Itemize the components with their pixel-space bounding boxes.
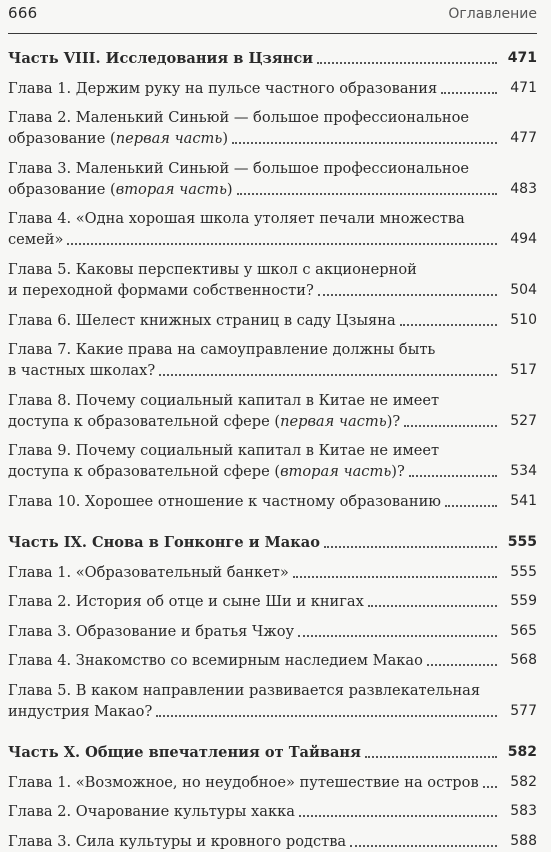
toc-page-number: 494 — [510, 231, 537, 248]
toc-entry-text: Глава 9. Почему социальный капитал в Китае не имеет — [8, 442, 440, 460]
toc-entry-text: Глава 3. Сила культуры и кровного родства — [8, 832, 347, 850]
toc-page-number: 504 — [510, 281, 537, 298]
toc-chapter-entry — [8, 591, 537, 612]
leader-dots — [156, 715, 497, 717]
toc-entry-text: Часть IX. Снова в Гонконге и Макао — [8, 533, 320, 551]
toc-entry-text: Глава 5. Каковы перспективы у школ с акционерной — [8, 260, 417, 278]
running-title: Оглавление — [448, 6, 537, 22]
leader-dots — [445, 505, 497, 507]
table-of-contents — [8, 48, 537, 852]
toc-chapter-entry — [8, 491, 537, 512]
toc-page-number: 577 — [510, 702, 537, 719]
leader-dots — [404, 425, 497, 427]
toc-chapter-entry — [8, 650, 537, 671]
toc-chapter-entry — [8, 801, 537, 822]
leader-dots — [293, 576, 497, 578]
toc-entry-text: )? — [386, 412, 401, 430]
toc-entry-text: доступа к образовательной сфере ( — [8, 412, 281, 430]
leader-dots — [159, 374, 497, 376]
toc-entry-text: Глава 7. Какие права на самоуправление должны быть — [8, 341, 436, 359]
leader-dots — [483, 786, 497, 788]
toc-entry-text: ) — [222, 130, 229, 148]
toc-page-number: 471 — [507, 50, 537, 66]
toc-page-number: 582 — [510, 773, 537, 790]
toc-entry-text: Глава 5. В каком направлении развивается развлекательная — [8, 681, 481, 699]
toc-entry-text: индустрия Макао? — [8, 702, 153, 720]
leader-dots — [318, 294, 497, 296]
toc-entry-emphasis: вторая часть — [280, 463, 392, 481]
toc-page-number: 588 — [510, 832, 537, 849]
leader-dots — [298, 635, 497, 637]
leader-dots — [368, 605, 497, 607]
toc-chapter-entry — [8, 310, 537, 331]
toc-chapter-entry — [8, 158, 537, 200]
toc-entry-text: Глава 2. Маленький Синьюй — большое профессиональное — [8, 109, 470, 127]
toc-chapter-entry — [8, 440, 537, 482]
toc-page-number: 517 — [510, 362, 537, 379]
toc-entry-text: Глава 1. «Образовательный банкет» — [8, 563, 289, 581]
toc-entry-text: Глава 4. Знакомство со всемирным наследием Макао — [8, 652, 423, 670]
toc-entry-text: Глава 10. Хорошее отношение к частному образованию — [8, 492, 442, 510]
toc-entry-text: Глава 4. «Одна хорошая школа утоляет печали множества — [8, 210, 465, 228]
page-number: 666 — [8, 4, 38, 22]
toc-page-number: 559 — [510, 593, 537, 610]
toc-chapter-entry — [8, 772, 537, 793]
leader-dots — [237, 193, 497, 195]
toc-entry-text: )? — [391, 463, 405, 481]
toc-entry-text: в частных школах? — [8, 362, 156, 380]
toc-entry-text: Глава 8. Почему социальный капитал в Китае не имеет — [8, 391, 440, 409]
toc-page-number: 583 — [510, 803, 537, 820]
toc-chapter-entry — [8, 208, 537, 250]
toc-chapter-entry — [8, 831, 537, 852]
toc-entry-text: Глава 2. Очарование культуры хакка — [8, 803, 295, 821]
toc-entry-text: Глава 6. Шелест книжных страниц в саду Цзыяна — [8, 311, 396, 329]
toc-entry-text: Глава 3. Образование и братья Чжоу — [8, 622, 295, 640]
leader-dots — [400, 324, 497, 326]
toc-entry-text: Глава 2. История об отце и сыне Ши и книгах — [8, 593, 364, 611]
toc-entry-emphasis: первая часть — [115, 130, 223, 148]
toc-entry-emphasis: первая часть — [280, 412, 387, 430]
leader-dots — [441, 92, 497, 94]
toc-page-number: 534 — [510, 463, 537, 480]
toc-entry-text: доступа к образовательной сфере ( — [8, 463, 281, 481]
toc-chapter-entry — [8, 562, 537, 583]
toc-page-number: 541 — [510, 492, 537, 509]
toc-entry-text: образование ( — [8, 180, 116, 198]
toc-entry-text: образование ( — [8, 130, 116, 148]
toc-page-number: 477 — [510, 130, 537, 147]
toc-page-number: 568 — [510, 652, 537, 669]
toc-page-number: 555 — [510, 563, 537, 580]
toc-page-number: 471 — [510, 79, 537, 96]
toc-entry-text: Часть VIII. Исследования в Цзянси — [8, 50, 314, 67]
toc-chapter-entry — [8, 390, 537, 432]
toc-entry-text: Глава 3. Маленький Синьюй — большое профессиональное — [8, 159, 470, 177]
toc-page-number: 555 — [507, 533, 537, 550]
toc-chapter-entry — [8, 680, 537, 722]
toc-page-number: 510 — [510, 311, 537, 328]
toc-entry-text: и переходной формами собственности? — [8, 281, 314, 299]
leader-dots — [317, 62, 497, 64]
leader-dots — [299, 815, 497, 817]
toc-entry-text: ) — [226, 180, 233, 198]
toc-page-number: 483 — [510, 180, 537, 197]
leader-dots — [409, 475, 497, 477]
toc-entry-emphasis: вторая часть — [115, 180, 227, 198]
toc-part-entry — [8, 532, 537, 553]
toc-page-number: 527 — [510, 412, 537, 429]
toc-entry-text: Часть X. Общие впечатления от Тайваня — [8, 743, 361, 761]
toc-entry-text: семей» — [8, 231, 64, 249]
toc-chapter-entry — [8, 107, 537, 149]
toc-part-entry — [8, 742, 537, 763]
leader-dots — [232, 142, 497, 144]
toc-part-entry — [8, 48, 537, 69]
toc-chapter-entry — [8, 78, 537, 99]
header-rule — [8, 33, 537, 34]
toc-entry-text: Глава 1. Держим руку на пульсе частного образования — [8, 79, 438, 97]
leader-dots — [427, 664, 497, 666]
toc-page-number: 582 — [507, 743, 537, 760]
page-header — [8, 0, 537, 30]
toc-chapter-entry — [8, 259, 537, 301]
toc-chapter-entry — [8, 621, 537, 642]
leader-dots — [350, 845, 497, 847]
toc-entry-text: Глава 1. «Возможное, но неудобное» путешествие на остров — [8, 773, 479, 791]
toc-chapter-entry — [8, 339, 537, 381]
leader-dots — [365, 756, 497, 758]
leader-dots — [67, 243, 497, 245]
toc-page-number: 565 — [510, 622, 537, 639]
leader-dots — [324, 546, 497, 548]
